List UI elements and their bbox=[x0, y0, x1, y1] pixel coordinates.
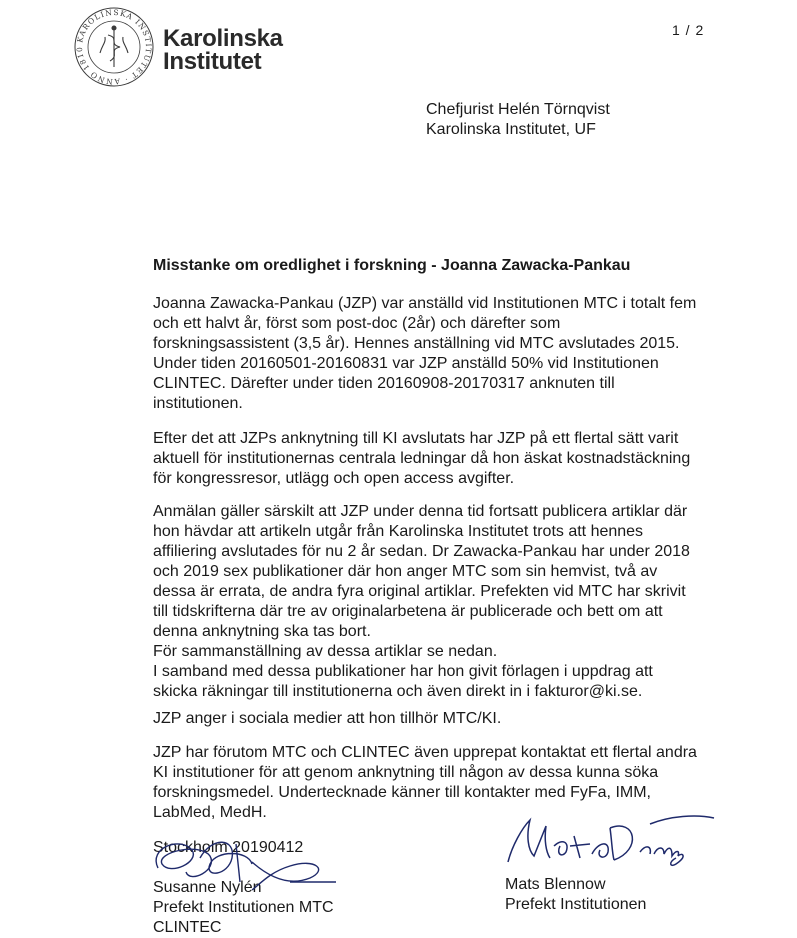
paragraph-line: För sammanställning av dessa artiklar se nedan. bbox=[153, 643, 498, 660]
signoff-right bbox=[505, 875, 646, 915]
paragraph-line: denna anknytning ska tas bort. bbox=[153, 623, 371, 640]
paragraph-3 bbox=[153, 502, 713, 702]
paragraph-2 bbox=[153, 429, 713, 489]
paragraph-line: forskningsmedel. Undertecknade känner till kontakter med FyFa, IMM, bbox=[153, 784, 651, 801]
svg-text:KAROLINSKA INSTITUTET · ANNO 1: KAROLINSKA INSTITUTET · ANNO 1810 bbox=[74, 7, 154, 87]
right-signer-name: Mats Blennow bbox=[505, 876, 606, 893]
paragraph-line: skicka räkningar till institutionerna och även direkt in i fakturor@ki.se. bbox=[153, 683, 643, 700]
left-signer-name: Susanne Nylén bbox=[153, 879, 262, 896]
paragraph-line: till tidskrifterna där tre av originalarbetena är publicerade och bett om att bbox=[153, 603, 663, 620]
left-signer-title: Prefekt Institutionen MTC bbox=[153, 899, 334, 916]
paragraph-line: hon hävdar att artikeln utgår från Karolinska Institutet trots att hennes bbox=[153, 523, 644, 540]
paragraph-line: institutionen. bbox=[153, 395, 243, 412]
letter-subject: Misstanke om oredlighet i forskning - Joanna Zawacka-Pankau bbox=[153, 257, 631, 274]
left-signer-dept: CLINTEC bbox=[153, 919, 222, 936]
paragraph-line: Joanna Zawacka-Pankau (JZP) var anställd vid Institutionen MTC i totalt fem bbox=[153, 295, 697, 312]
recipient-address bbox=[426, 100, 610, 140]
recipient-org: Karolinska Institutet, UF bbox=[426, 121, 596, 138]
paragraph-line: och ett halvt år, först som post-doc (2år) och därefter som bbox=[153, 315, 561, 332]
right-signer-title: Prefekt Institutionen bbox=[505, 896, 647, 913]
paragraph-line: affiliering avslutades för nu 2 år sedan. Dr Zawacka-Pankau har under 2018 bbox=[153, 543, 690, 560]
paragraph-5 bbox=[153, 743, 713, 823]
paragraph-line: forskningsassistent (3,5 år). Hennes anställning vid MTC avslutades 2015. bbox=[153, 335, 680, 352]
logo-wordmark-line-1: Karolinska bbox=[163, 25, 283, 52]
paragraph-line: JZP anger i sociala medier att hon tillhör MTC/KI. bbox=[153, 710, 502, 727]
paragraph-1 bbox=[153, 294, 713, 414]
paragraph-line: CLINTEC. Därefter under tiden 20160908-20170317 anknuten till bbox=[153, 375, 615, 392]
paragraph-line: och 2019 sex publikationer där hon anger MTC som sin hemvist, två av bbox=[153, 563, 658, 580]
paragraph-line: LabMed, MedH. bbox=[153, 804, 267, 821]
paragraph-line: I samband med dessa publikationer har hon givit förlagen i uppdrag att bbox=[153, 663, 653, 680]
logo-wordmark-line-2: Institutet bbox=[163, 48, 262, 75]
paragraph-line: för kongressresor, utlägg och open access avgifter. bbox=[153, 470, 515, 487]
signoff-left bbox=[153, 838, 373, 938]
paragraph-line: dessa är errata, de andra fyra original artiklar. Prefekten vid MTC har skrivit bbox=[153, 583, 686, 600]
karolinska-seal-logo bbox=[72, 5, 156, 89]
page-number: 1 / 2 bbox=[672, 22, 705, 38]
paragraph-line: Efter det att JZPs anknytning till KI avslutats har JZP på ett flertal sätt varit bbox=[153, 430, 679, 447]
paragraph-4 bbox=[153, 709, 713, 729]
logo-wordmark bbox=[163, 27, 283, 73]
recipient-name: Chefjurist Helén Törnqvist bbox=[426, 101, 610, 118]
paragraph-line: Under tiden 20160501-20160831 var JZP anställd 50% vid Institutionen bbox=[153, 355, 659, 372]
place-date: Stockholm 20190412 bbox=[153, 839, 304, 856]
paragraph-line: JZP har förutom MTC och CLINTEC även upprepat kontaktat ett flertal andra bbox=[153, 744, 697, 761]
paragraph-line: Anmälan gäller särskilt att JZP under denna tid fortsatt publicera artiklar där bbox=[153, 503, 688, 520]
paragraph-line: KI institutioner för att genom anknytning till någon av dessa kunna söka bbox=[153, 764, 659, 781]
paragraph-line: aktuell för institutionernas centrala ledningar då hon äskat kostnadstäckning bbox=[153, 450, 691, 467]
